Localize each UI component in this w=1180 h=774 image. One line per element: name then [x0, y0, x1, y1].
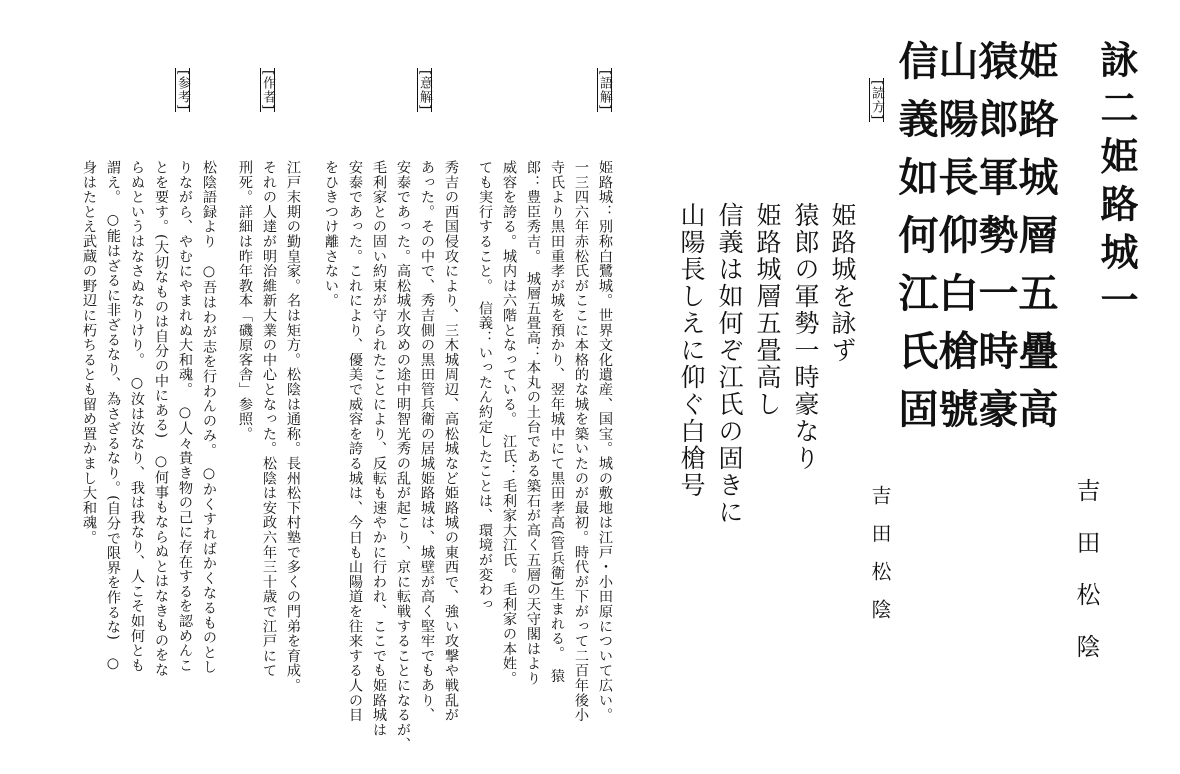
author-line-1: 江戸末期の勤皇家。名は矩方。松陰は通称。長州松下村塾で多くの門弟を育成。 — [285, 160, 301, 693]
glossary-line-6: ても実行すること。 信義：いったん約定したことは、環境が変わっ — [477, 160, 493, 612]
author-line-3: 刑死。詳細は昨年教本「磯原客舎」参照。 — [237, 160, 253, 442]
meaning-line-4: 毛利家との固い約束が守られたことにより、反転も速やかに行われ、ここでも姫路城は — [371, 160, 387, 738]
poem-author: 吉田松陰 — [1072, 478, 1100, 686]
meaning-line-2: あった。その中で、秀吉側の黒田管兵衛の居城姫路城は、城壁が高く堅牢でもあり、 — [419, 160, 435, 723]
author-line-2: それの人達が明治維新大業の中心となった。松陰は安政六年三十歳で江戸にて — [261, 160, 277, 678]
reading-author: 吉田松陰 — [868, 485, 892, 637]
glossary-tag: [語解] — [597, 70, 612, 111]
poem-title: 詠二姫路城一 — [1094, 40, 1139, 328]
glossary-line-4: 郎：豊臣秀吉。 城層五畳高：本丸の土台である築石が高く五層の天守閣はより — [525, 160, 541, 686]
reading-line-4: 信義は如何ぞ江氏の固きに — [715, 202, 744, 526]
reference-line-1: 松陰語録より ○吾はわが志を行わんのみ。 ○かくすればかくなるものとし — [201, 160, 217, 675]
reading-line-1: 姫路城を詠ず — [828, 202, 857, 364]
meaning-line-3: 安泰であった。高松城水攻めの途中明智光秀の乱が起こり、京に転戦することになるが、 — [395, 160, 411, 752]
reference-line-5: 謂え。 ○能はざるに非ざるなり、為さざるなり。(自分で限界を作るな) ○ — [105, 160, 121, 672]
glossary-line-3: 寺氏より黒田重孝が城を預かり、翌年城中にて黒田孝高(管兵衛)生まれる。 猿 — [549, 160, 565, 684]
author-tag: [作者] — [260, 70, 275, 111]
meaning-line-1: 秀吉の西国侵攻により、三木城周辺、高松城など姫路城の東西で、強い攻撃や戦乱が — [443, 160, 459, 723]
reading-line-3: 姫路城層五畳高し — [753, 202, 782, 418]
reference-tag: [参考] — [175, 70, 190, 111]
reference-line-6: 身はたとえ武蔵の野辺に朽ちるとも留め置かまし大和魂。 — [81, 160, 97, 545]
reading-line-5: 山陽長しえに仰ぐ白槍号 — [677, 202, 706, 499]
meaning-line-6: をひきつけ離さない。 — [323, 160, 339, 308]
poem-line-2: 猿郎軍勢一時豪 — [972, 40, 1019, 446]
glossary-line-1: 姫路城：別称白鷺城。世界文化遺産、国宝。城の敷地は江戸・小田原について広い。 — [597, 160, 613, 723]
poem-line-3: 山陽長仰白槍號 — [932, 40, 979, 446]
reading-tag: [読方] — [869, 80, 884, 121]
reference-line-2: りながら、やむにやまれぬ大和魂。 ○人々貴き物の己に存在するを認めんこ — [177, 160, 193, 673]
poem-line-1: 姫路城層五疊高 — [1012, 40, 1059, 446]
meaning-tag: [意解] — [417, 70, 432, 111]
reference-line-4: らぬというはなさぬなりけり。 ○汝は汝なり、我は我なり、人こそ如何とも — [129, 160, 145, 673]
meaning-line-5: 安泰であった。これにより、優美で威容を誇る城は、今日も山陽道を往来する人の目 — [347, 160, 363, 723]
glossary-line-5: 威容を誇る。城内は六階となっている。 江氏：毛利家大江氏。毛利家の本姓。 — [501, 160, 517, 686]
reference-line-3: とを要す。(大切なものは自分の中にある) ○何事もならぬとはなきものをな — [153, 160, 169, 678]
poem-line-4: 信義如何江氏固 — [892, 40, 939, 446]
reading-line-2: 猿郎の軍勢一時豪なり — [791, 202, 820, 472]
glossary-line-2: 一三四六年赤松氏がここに本格的な城を築いたのが最初。時代が下がって二百年後小 — [573, 160, 589, 723]
